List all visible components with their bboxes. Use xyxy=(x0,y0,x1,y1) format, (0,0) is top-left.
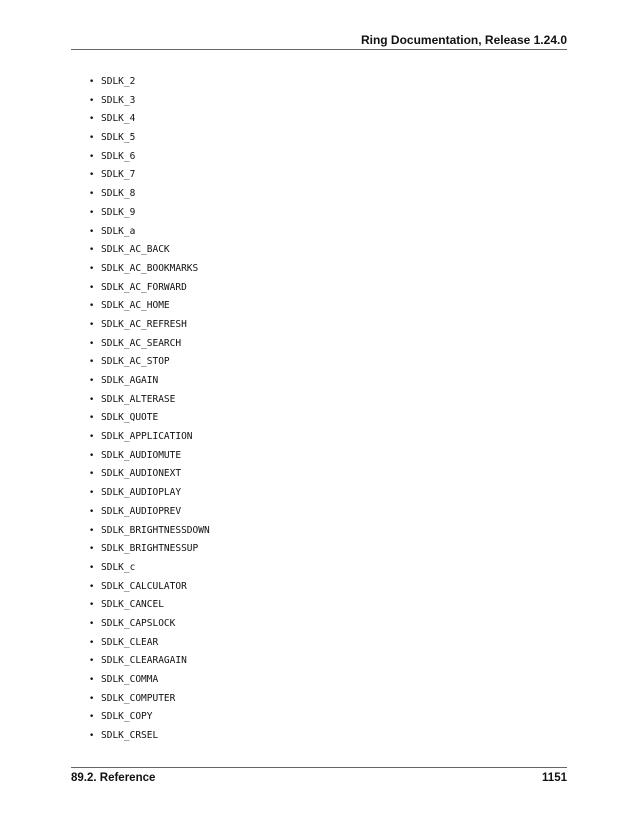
list-item xyxy=(89,353,210,372)
constant-name: SDLK_CAPSLOCK xyxy=(101,617,176,629)
constant-name: SDLK_AUDIONEXT xyxy=(101,468,182,480)
list-item xyxy=(89,634,210,653)
constant-name: SDLK_AC_FORWARD xyxy=(101,281,187,293)
bullet-icon: • xyxy=(89,207,95,218)
constant-name: SDLK_3 xyxy=(101,94,136,106)
constant-name: SDLK_COMMA xyxy=(101,674,159,685)
list-item xyxy=(89,615,210,634)
list-item xyxy=(89,484,210,503)
bullet-icon: • xyxy=(89,114,95,125)
list-item xyxy=(89,92,210,111)
constant-name: SDLK_BRIGHTNESSUP xyxy=(101,543,199,555)
constant-name: SDLK_c xyxy=(101,561,136,573)
list-item xyxy=(89,465,210,484)
bullet-icon: • xyxy=(89,95,95,106)
constant-name: SDLK_QUOTE xyxy=(101,412,159,424)
list-item xyxy=(89,559,210,578)
list-item xyxy=(89,297,210,316)
bullet-icon: • xyxy=(89,450,95,461)
footer-divider xyxy=(71,767,567,768)
list-item xyxy=(89,204,210,223)
constant-name: SDLK_4 xyxy=(101,113,136,125)
bullet-icon: • xyxy=(89,506,95,517)
bullet-icon: • xyxy=(89,656,95,667)
bullet-icon: • xyxy=(89,600,95,611)
bullet-icon: • xyxy=(89,413,95,424)
constant-name: SDLK_AC_BOOKMARKS xyxy=(101,262,199,274)
constant-name: SDLK_AUDIOPREV xyxy=(101,505,182,517)
page-number: 1151 xyxy=(542,772,567,784)
constant-name: SDLK_2 xyxy=(101,76,136,87)
list-item xyxy=(89,185,210,204)
bullet-icon: • xyxy=(89,637,95,648)
constant-name: SDLK_CALCULATOR xyxy=(101,580,187,592)
list-item xyxy=(89,166,210,185)
bullet-icon: • xyxy=(89,675,95,685)
list-item xyxy=(89,335,210,354)
constant-name: SDLK_AC_SEARCH xyxy=(101,337,182,349)
list-item xyxy=(89,279,210,298)
list-item xyxy=(89,503,210,522)
constant-name: SDLK_CRSEL xyxy=(101,730,159,742)
bullet-icon: • xyxy=(89,282,95,293)
list-item xyxy=(89,428,210,447)
list-item xyxy=(89,578,210,597)
list-item xyxy=(89,447,210,466)
header-divider xyxy=(71,49,567,50)
constant-name: SDLK_AC_REFRESH xyxy=(101,318,187,330)
bullet-icon: • xyxy=(89,133,95,144)
constant-name: SDLK_AC_STOP xyxy=(101,356,170,368)
bullet-icon: • xyxy=(89,525,95,536)
constant-name: SDLK_9 xyxy=(101,206,136,218)
constant-name: SDLK_ALTERASE xyxy=(101,393,176,405)
constant-list xyxy=(89,73,210,746)
list-item xyxy=(89,260,210,279)
list-item xyxy=(89,409,210,428)
bullet-icon: • xyxy=(89,394,95,405)
section-reference: 89.2. Reference xyxy=(71,772,156,784)
constant-name: SDLK_COMPUTER xyxy=(101,692,176,704)
bullet-icon: • xyxy=(89,245,95,256)
bullet-icon: • xyxy=(89,712,95,723)
constant-name: SDLK_8 xyxy=(101,188,136,200)
list-item xyxy=(89,727,210,746)
bullet-icon: • xyxy=(89,469,95,480)
bullet-icon: • xyxy=(89,544,95,555)
bullet-icon: • xyxy=(89,189,95,200)
constant-name: SDLK_CLEAR xyxy=(101,636,159,648)
bullet-icon: • xyxy=(89,731,95,742)
bullet-icon: • xyxy=(89,226,95,237)
list-item xyxy=(89,522,210,541)
list-item xyxy=(89,129,210,148)
list-item xyxy=(89,241,210,260)
list-item xyxy=(89,671,210,690)
list-item xyxy=(89,391,210,410)
list-item xyxy=(89,690,210,709)
bullet-icon: • xyxy=(89,319,95,330)
bullet-icon: • xyxy=(89,77,95,87)
bullet-icon: • xyxy=(89,562,95,573)
constant-name: SDLK_AGAIN xyxy=(101,375,159,386)
constant-name: SDLK_a xyxy=(101,225,136,237)
list-item xyxy=(89,148,210,167)
constant-name: SDLK_CLEARAGAIN xyxy=(101,655,187,667)
list-item xyxy=(89,652,210,671)
constant-name: SDLK_6 xyxy=(101,150,136,162)
list-item xyxy=(89,110,210,129)
constant-name: SDLK_AC_HOME xyxy=(101,300,170,312)
bullet-icon: • xyxy=(89,581,95,592)
bullet-icon: • xyxy=(89,170,95,181)
list-item xyxy=(89,596,210,615)
constant-name: SDLK_AC_BACK xyxy=(101,244,170,256)
bullet-icon: • xyxy=(89,693,95,704)
constant-name: SDLK_BRIGHTNESSDOWN xyxy=(101,524,210,536)
list-item xyxy=(89,316,210,335)
list-item xyxy=(89,73,210,92)
bullet-icon: • xyxy=(89,618,95,629)
bullet-icon: • xyxy=(89,357,95,368)
bullet-icon: • xyxy=(89,376,95,386)
constant-name: SDLK_AUDIOPLAY xyxy=(101,487,182,499)
list-item xyxy=(89,540,210,559)
constant-name: SDLK_5 xyxy=(101,132,136,144)
constant-name: SDLK_AUDIOMUTE xyxy=(101,449,182,461)
bullet-icon: • xyxy=(89,338,95,349)
bullet-icon: • xyxy=(89,488,95,499)
constant-name: SDLK_7 xyxy=(101,169,136,181)
constant-name: SDLK_CANCEL xyxy=(101,599,164,611)
bullet-icon: • xyxy=(89,151,95,162)
constant-name: SDLK_APPLICATION xyxy=(101,431,193,443)
bullet-icon: • xyxy=(89,301,95,312)
list-item xyxy=(89,708,210,727)
list-item xyxy=(89,372,210,391)
bullet-icon: • xyxy=(89,432,95,443)
constant-name: SDLK_COPY xyxy=(101,711,153,723)
list-item xyxy=(89,223,210,242)
document-title: Ring Documentation, Release 1.24.0 xyxy=(360,33,567,47)
bullet-icon: • xyxy=(89,263,95,274)
